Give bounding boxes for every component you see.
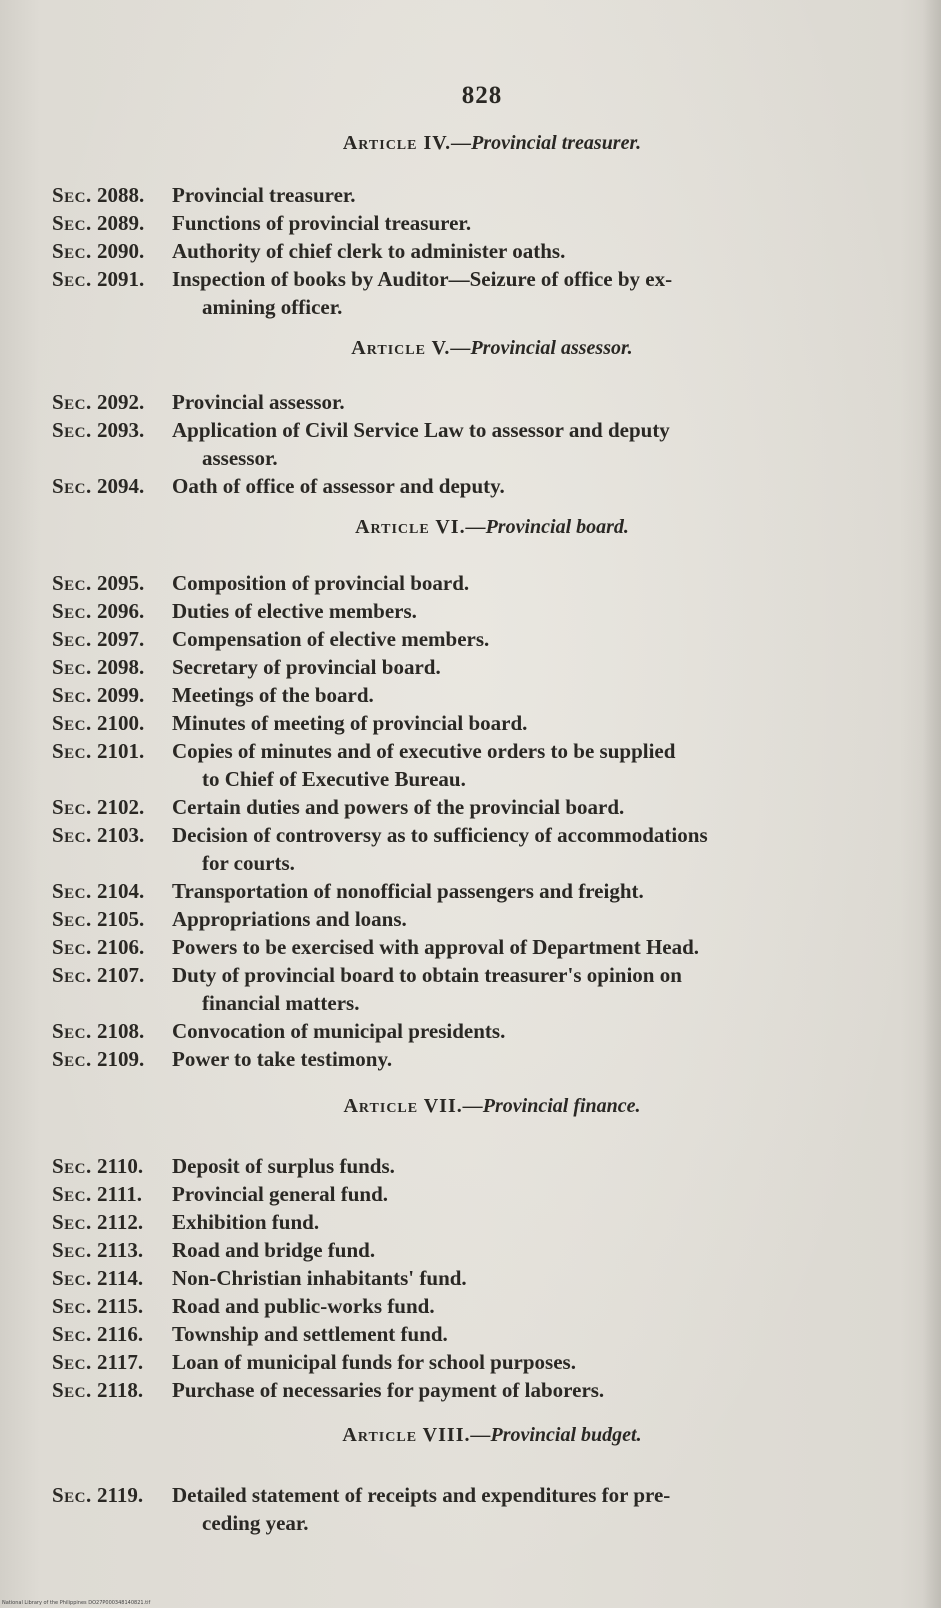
section-entry: [52, 388, 872, 416]
section-title-continuation: assessor.: [202, 446, 278, 470]
section-number-value: 2102.: [97, 795, 145, 819]
section-entry: [52, 416, 872, 472]
section-title: [172, 821, 872, 877]
section-number-value: 2119.: [97, 1483, 144, 1507]
section-title-line: Deposit of surplus funds.: [172, 1154, 395, 1178]
section-entry: [52, 1376, 872, 1404]
section-title-line: Loan of municipal funds for school purposes.: [172, 1350, 576, 1374]
section-abbrev: Sec.: [52, 655, 92, 679]
section-number: [52, 472, 172, 500]
section-entry: [52, 653, 872, 681]
section-entry: [52, 472, 872, 500]
section-number-value: 2107.: [97, 963, 145, 987]
section-title-line: Meetings of the board.: [172, 683, 374, 707]
section-number: [52, 961, 172, 1017]
section-entry: [52, 1152, 872, 1180]
section-number: [52, 1152, 172, 1180]
section-title: [172, 1017, 872, 1045]
section-abbrev: Sec.: [52, 1182, 92, 1206]
section-abbrev: Sec.: [52, 1294, 92, 1318]
section-entry: [52, 961, 872, 1017]
section-title-line: Exhibition fund.: [172, 1210, 320, 1234]
section-abbrev: Sec.: [52, 627, 92, 651]
article-title: —Provincial treasurer.: [451, 132, 642, 154]
section-number: [52, 653, 172, 681]
article-label: Article VIII.: [342, 1424, 471, 1446]
section-number-value: 2099.: [97, 683, 145, 707]
section-number: [52, 625, 172, 653]
article-heading: [52, 337, 872, 360]
section-number-value: 2106.: [97, 935, 145, 959]
section-number-value: 2110.: [97, 1154, 144, 1178]
section-abbrev: Sec.: [52, 474, 92, 498]
section-title-continuation: amining officer.: [202, 295, 343, 319]
section-abbrev: Sec.: [52, 1350, 92, 1374]
section-number: [52, 1264, 172, 1292]
section-title-line: Road and public-works fund.: [172, 1294, 435, 1318]
section-title: [172, 237, 872, 265]
section-entry: [52, 237, 872, 265]
section-number-value: 2101.: [97, 739, 145, 763]
section-number-value: 2094.: [97, 474, 145, 498]
section-title-line: Duty of provincial board to obtain treasurer's opinion on: [172, 963, 682, 987]
article-title: —Provincial assessor.: [450, 337, 633, 359]
section-entry: [52, 1264, 872, 1292]
section-number: [52, 597, 172, 625]
section-entry: [52, 209, 872, 237]
section-list: [52, 388, 872, 500]
section-abbrev: Sec.: [52, 211, 92, 235]
article-block: [52, 337, 872, 500]
section-abbrev: Sec.: [52, 1483, 92, 1507]
section-title: [172, 265, 872, 321]
section-title: [172, 597, 872, 625]
section-number: [52, 1045, 172, 1073]
section-title-line: Appropriations and loans.: [172, 907, 407, 931]
section-entry: [52, 933, 872, 961]
section-entry: [52, 1320, 872, 1348]
section-title: [172, 1045, 872, 1073]
section-abbrev: Sec.: [52, 239, 92, 263]
section-entry: [52, 1481, 872, 1537]
page-edge-shadow: [923, 0, 941, 1608]
section-title-line: Powers to be exercised with approval of Department Head.: [172, 935, 700, 959]
section-number-value: 2114.: [97, 1266, 144, 1290]
section-abbrev: Sec.: [52, 907, 92, 931]
section-number-value: 2093.: [97, 418, 145, 442]
section-entry: [52, 877, 872, 905]
section-number-value: 2116.: [97, 1322, 144, 1346]
section-abbrev: Sec.: [52, 1210, 92, 1234]
page-number: 828: [461, 82, 503, 109]
section-number-value: 2097.: [97, 627, 145, 651]
section-number-value: 2117.: [97, 1350, 144, 1374]
article-heading: [52, 1095, 872, 1118]
section-title-continuation: ceding year.: [202, 1511, 309, 1535]
section-number-value: 2103.: [97, 823, 145, 847]
section-entry: [52, 1292, 872, 1320]
section-title: [172, 877, 872, 905]
section-abbrev: Sec.: [52, 823, 92, 847]
section-title-line: Purchase of necessaries for payment of laborers.: [172, 1378, 605, 1402]
article-title: —Provincial budget.: [470, 1424, 642, 1446]
section-abbrev: Sec.: [52, 1019, 92, 1043]
section-title-line: Township and settlement fund.: [172, 1322, 448, 1346]
section-entry: [52, 625, 872, 653]
section-abbrev: Sec.: [52, 1378, 92, 1402]
section-number-value: 2098.: [97, 655, 145, 679]
section-list: [52, 569, 872, 1073]
section-title: [172, 737, 872, 793]
section-number-value: 2092.: [97, 390, 145, 414]
section-number-value: 2115.: [97, 1294, 144, 1318]
section-title-line: Copies of minutes and of executive orders to be supplied: [172, 739, 676, 763]
section-title: [172, 905, 872, 933]
section-title-line: Convocation of municipal presidents.: [172, 1019, 506, 1043]
section-title: [172, 793, 872, 821]
section-number: [52, 388, 172, 416]
article-block: [52, 516, 872, 1073]
section-abbrev: Sec.: [52, 1154, 92, 1178]
section-entry: [52, 597, 872, 625]
page-content: [52, 82, 872, 1537]
section-list: [52, 181, 872, 321]
section-title: [172, 1376, 872, 1404]
section-number-value: 2105.: [97, 907, 145, 931]
section-entry: [52, 821, 872, 877]
section-number: [52, 569, 172, 597]
section-number-value: 2100.: [97, 711, 145, 735]
section-title-line: Power to take testimony.: [172, 1047, 393, 1071]
section-title: [172, 625, 872, 653]
section-number: [52, 1320, 172, 1348]
section-number-value: 2088.: [97, 183, 145, 207]
section-title: [172, 1180, 872, 1208]
section-number: [52, 905, 172, 933]
section-title-line: Minutes of meeting of provincial board.: [172, 711, 528, 735]
section-number: [52, 1208, 172, 1236]
section-number: [52, 1348, 172, 1376]
article-title: —Provincial finance.: [462, 1095, 641, 1117]
section-title-line: Transportation of nonofficial passengers and freight.: [172, 879, 644, 903]
section-number: [52, 681, 172, 709]
section-entry: [52, 681, 872, 709]
section-abbrev: Sec.: [52, 879, 92, 903]
article-block: [52, 132, 872, 321]
section-title: [172, 209, 872, 237]
section-entry: [52, 709, 872, 737]
section-number: [52, 265, 172, 321]
section-number-value: 2104.: [97, 879, 145, 903]
section-title-continuation: for courts.: [202, 851, 295, 875]
section-title-line: Composition of provincial board.: [172, 571, 470, 595]
section-abbrev: Sec.: [52, 1266, 92, 1290]
section-title-line: Functions of provincial treasurer.: [172, 211, 472, 235]
section-title-line: Inspection of books by Auditor—Seizure of office by ex-: [172, 267, 673, 291]
section-abbrev: Sec.: [52, 935, 92, 959]
section-title: [172, 709, 872, 737]
section-title: [172, 653, 872, 681]
section-title-continuation: financial matters.: [202, 991, 360, 1015]
section-number: [52, 709, 172, 737]
section-title: [172, 416, 872, 472]
section-entry: [52, 1236, 872, 1264]
section-title: [172, 388, 872, 416]
section-entry: [52, 181, 872, 209]
article-list: [52, 132, 872, 1537]
section-number: [52, 933, 172, 961]
section-abbrev: Sec.: [52, 1322, 92, 1346]
section-entry: [52, 905, 872, 933]
section-title-line: Compensation of elective members.: [172, 627, 490, 651]
section-title: [172, 1348, 872, 1376]
section-title: [172, 1264, 872, 1292]
section-number-value: 2113.: [97, 1238, 144, 1262]
section-title: [172, 1208, 872, 1236]
section-title: [172, 569, 872, 597]
section-title-line: Provincial assessor.: [172, 390, 345, 414]
section-abbrev: Sec.: [52, 599, 92, 623]
article-heading: [52, 1424, 872, 1447]
article-label: Article IV.: [342, 132, 452, 154]
section-abbrev: Sec.: [52, 418, 92, 442]
section-title-line: Duties of elective members.: [172, 599, 417, 623]
section-entry: [52, 1017, 872, 1045]
section-number: [52, 209, 172, 237]
section-abbrev: Sec.: [52, 1238, 92, 1262]
section-entry: [52, 793, 872, 821]
article-block: [52, 1095, 872, 1404]
section-title: [172, 961, 872, 1017]
section-number-value: 2095.: [97, 571, 145, 595]
section-title-line: Decision of controversy as to sufficiency of accommodations: [172, 823, 708, 847]
section-entry: [52, 1208, 872, 1236]
section-number: [52, 1376, 172, 1404]
section-list: [52, 1481, 872, 1537]
section-abbrev: Sec.: [52, 183, 92, 207]
section-title: [172, 1320, 872, 1348]
section-number: [52, 1292, 172, 1320]
article-heading: [52, 516, 872, 539]
section-entry: [52, 1180, 872, 1208]
section-abbrev: Sec.: [52, 963, 92, 987]
section-title-line: Secretary of provincial board.: [172, 655, 441, 679]
section-title: [172, 181, 872, 209]
article-heading: [52, 132, 872, 155]
section-number: [52, 821, 172, 877]
section-number: [52, 181, 172, 209]
section-title-continuation: to Chief of Executive Bureau.: [202, 767, 466, 791]
section-title-line: Certain duties and powers of the provincial board.: [172, 795, 625, 819]
article-block: [52, 1424, 872, 1537]
section-abbrev: Sec.: [52, 739, 92, 763]
section-entry: [52, 265, 872, 321]
section-title-line: Road and bridge fund.: [172, 1238, 376, 1262]
section-title: [172, 933, 872, 961]
section-entry: [52, 737, 872, 793]
section-title: [172, 472, 872, 500]
section-number: [52, 416, 172, 472]
section-title: [172, 1481, 872, 1537]
section-abbrev: Sec.: [52, 795, 92, 819]
section-title: [172, 1292, 872, 1320]
section-entry: [52, 1045, 872, 1073]
section-title-line: Detailed statement of receipts and expenditures for pre-: [172, 1483, 671, 1507]
section-title-line: Non-Christian inhabitants' fund.: [172, 1266, 467, 1290]
section-abbrev: Sec.: [52, 683, 92, 707]
article-label: Article V.: [351, 337, 451, 359]
section-number: [52, 1017, 172, 1045]
section-title: [172, 1236, 872, 1264]
section-title-line: Oath of office of assessor and deputy.: [172, 474, 505, 498]
section-number-value: 2090.: [97, 239, 145, 263]
section-number-value: 2108.: [97, 1019, 145, 1043]
article-label: Article VI.: [355, 516, 466, 538]
section-number: [52, 737, 172, 793]
section-title-line: Provincial general fund.: [172, 1182, 389, 1206]
section-abbrev: Sec.: [52, 267, 92, 291]
section-number: [52, 1180, 172, 1208]
section-number-value: 2111.: [97, 1182, 142, 1206]
section-number-value: 2109.: [97, 1047, 145, 1071]
section-number: [52, 793, 172, 821]
section-abbrev: Sec.: [52, 390, 92, 414]
section-number-value: 2091.: [97, 267, 145, 291]
section-number-value: 2089.: [97, 211, 145, 235]
section-number-value: 2112.: [97, 1210, 144, 1234]
section-entry: [52, 1348, 872, 1376]
section-abbrev: Sec.: [52, 571, 92, 595]
section-number: [52, 877, 172, 905]
section-list: [52, 1152, 872, 1404]
article-title: —Provincial board.: [465, 516, 629, 538]
section-number: [52, 1481, 172, 1537]
section-entry: [52, 569, 872, 597]
section-number-value: 2096.: [97, 599, 145, 623]
section-title-line: Provincial treasurer.: [172, 183, 356, 207]
section-title-line: Authority of chief clerk to administer oaths.: [172, 239, 566, 263]
footer-credit: National Library of the Philippines DO27P000348140821.tif: [2, 1600, 151, 1606]
section-abbrev: Sec.: [52, 1047, 92, 1071]
section-number: [52, 237, 172, 265]
section-title: [172, 1152, 872, 1180]
section-title: [172, 681, 872, 709]
section-number-value: 2118.: [97, 1378, 144, 1402]
section-title-line: Application of Civil Service Law to assessor and deputy: [172, 418, 670, 442]
section-abbrev: Sec.: [52, 711, 92, 735]
section-number: [52, 1236, 172, 1264]
article-label: Article VII.: [343, 1095, 463, 1117]
